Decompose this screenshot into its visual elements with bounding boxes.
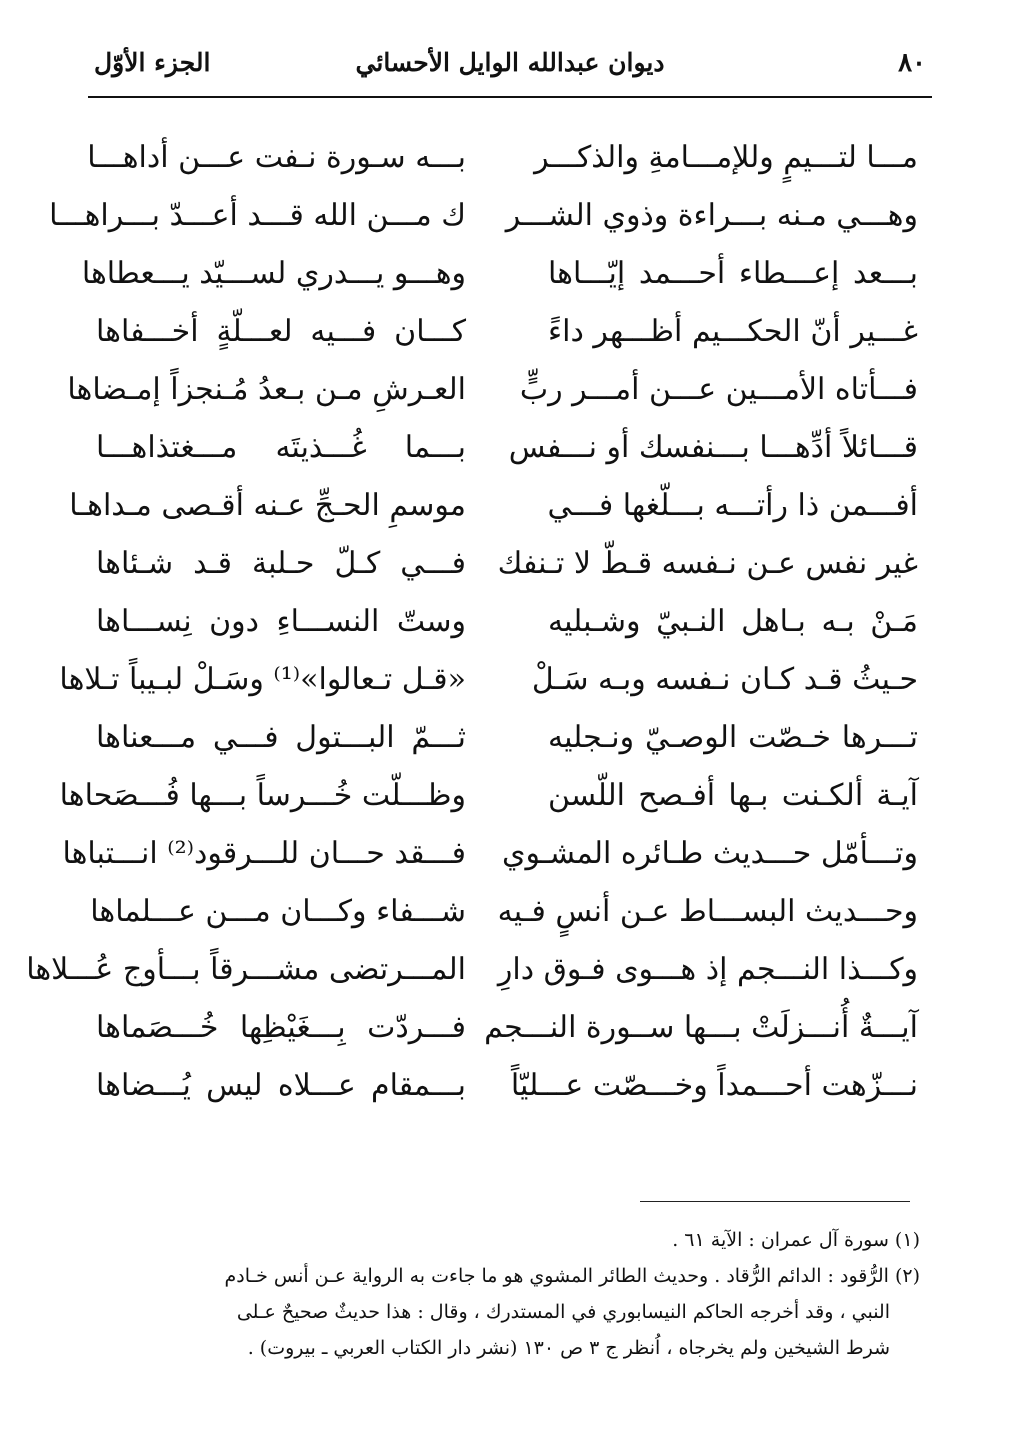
book-title: ديوان عبدالله الوايل الأحسائي	[355, 48, 665, 77]
verse-second-hemistich: العـرشِ مـن بـعدُ مُـنجزاً إمـضاها	[67, 372, 466, 407]
footnote-divider	[640, 1201, 910, 1202]
verse-second-hemistich: فـــي كـلّ حـلبة قـد شـئاها	[96, 546, 466, 581]
verse-first-hemistich: آيـة ألكـنت بـها أفـصح اللّسن	[548, 778, 918, 813]
verse-line	[81, 246, 932, 301]
footnote-2	[98, 1258, 920, 1366]
verse-second-hemistich: ثـــمّ البـــتول فـــي مـــعناها	[96, 720, 466, 755]
verse-second-hemistich: فـــقد حـــان للـــرقود⁽²⁾ انـــتباها	[62, 836, 466, 871]
verse-first-hemistich: مَـنْ بـه بـاهل النـبيّ وشـبليه	[548, 604, 918, 639]
verse-line	[59, 652, 932, 707]
verse-line	[62, 826, 932, 881]
verse-line	[59, 768, 932, 823]
verse-second-hemistich: موسمِ الحـجِّ عـنه أقـصى مـداهـا	[69, 488, 466, 523]
verse-line	[88, 536, 932, 591]
verse-first-hemistich: فـــأتاه الأمـــين عـــن أمـــر ربٍّ	[519, 372, 918, 407]
verse-first-hemistich: وهـــي مـنه بـــراءة وذوي الشـــر	[505, 198, 918, 233]
verse-first-hemistich: حـيثُ قـد كـان نـفسه وبـه سَـلْ	[531, 662, 918, 697]
verse-second-hemistich: المـــرتضى مشـــرقاً بـــأوج عُـــلاها	[26, 952, 466, 987]
footnote-1-text: (١) سورة آل عمران : الآية ٦١ .	[672, 1229, 920, 1251]
verse-second-hemistich: وستّ النســـاءِ دون نِســـاها	[96, 604, 466, 639]
verse-line	[69, 478, 932, 533]
poem-body	[26, 130, 932, 1120]
verse-second-hemistich: وهـــو يـــدري لســـيّد يـــعطاها	[81, 256, 466, 291]
verse-second-hemistich: فـــردّت بِـــغَيْظِها خُـــصَماها	[96, 1010, 466, 1045]
volume-label: الجزء الأوّل	[94, 48, 211, 77]
verse-line	[26, 942, 932, 997]
footnotes	[98, 1222, 920, 1366]
footnote-2-text: (٢) الرُّقود : الدائم الرُّقاد . وحديث الطائر المشوي هو ما جاءت به الرواية عـن أنس خـادم	[224, 1265, 920, 1287]
page-header	[88, 42, 932, 90]
verse-second-hemistich: وظـــلّت خُـــرساً بـــها فُـــصَحاها	[59, 778, 466, 813]
header-divider	[88, 96, 932, 98]
verse-first-hemistich: وكـــذا النـــجم إذ هـــوى فـوق دارِ	[497, 952, 918, 987]
verse-first-hemistich: أفـــمن ذا رأتـــه بـــلّغها فـــي	[547, 488, 918, 523]
footnote-2-line-2: النبي ، وقد أخرجه الحاكم النيسابوري في المستدرك ، وقال : هذا حديثٌ صحيحٌ عـلى	[236, 1301, 890, 1323]
verse-first-hemistich: آيـــةٌ أُنـــزلَتْ بـــها ســورة النـــجم	[484, 1010, 918, 1045]
verse-line	[88, 130, 932, 185]
verse-second-hemistich: بـــمقام عـــلاه ليس يُـــضاها	[96, 1068, 466, 1103]
verse-line	[88, 710, 932, 765]
verse-second-hemistich: ك مـــن الله قـــد أعـــدّ بـــراهـــا	[49, 198, 466, 233]
verse-line	[88, 420, 932, 475]
verse-line	[88, 594, 932, 649]
footnote-2-line-3: شرط الشيخين ولم يخرجاه ، اُنظر ج ٣ ص ١٣٠ (نشر دار الكتاب العربي ـ بيروت) .	[247, 1337, 890, 1359]
verse-line	[88, 884, 932, 939]
verse-first-hemistich: نـــزّهت أحـــمداً وخـــصّت عـــليّاً	[510, 1068, 918, 1103]
verse-line	[49, 188, 932, 243]
verse-first-hemistich: تـــرها خـصّت الوصـيّ ونـجليه	[548, 720, 918, 755]
verse-first-hemistich: غير نفس عـن نـفسه قـطّ لا تـنفك	[497, 546, 918, 581]
verse-first-hemistich: غـــير أنّ الحكـــيم أظـــهر داءً	[548, 314, 918, 349]
verse-second-hemistich: «قـل تـعالوا»⁽¹⁾ وسَـلْ لبـيباً تـلاها	[59, 662, 466, 697]
page-number: ٨٠	[898, 48, 926, 78]
verse-second-hemistich: بـــما غُـــذيتَه مـــغتذاهـــا	[96, 430, 466, 465]
verse-first-hemistich: مـــا لتـــيمٍ وللإمـــامةِ والذكـــر	[534, 140, 918, 175]
verse-first-hemistich: وحـــديث البســـاط عـن أنسٍ فـيه	[497, 894, 918, 929]
verse-second-hemistich: شـــفاء وكـــان مـــن عـــلماها	[90, 894, 466, 929]
verse-line	[67, 362, 932, 417]
verse-line	[88, 1058, 932, 1113]
verse-first-hemistich: قـــائلاً أدِّهـــا بـــنفسك أو نـــفس	[508, 430, 918, 465]
verse-second-hemistich: كـــان فـــيه لعـــلّةٍ أخـــفاها	[96, 314, 466, 349]
verse-line	[88, 1000, 932, 1055]
verse-second-hemistich: بـــه سـورة نـفت عـــن أداهـــا	[87, 140, 466, 175]
verse-first-hemistich: وتـــأمّل حـــديث طـائره المشـوي	[502, 836, 918, 871]
verse-line	[88, 304, 932, 359]
footnote-1	[98, 1222, 920, 1258]
verse-first-hemistich: بـــعد إعـــطاء أحـــمد إيّـــاها	[548, 256, 918, 291]
